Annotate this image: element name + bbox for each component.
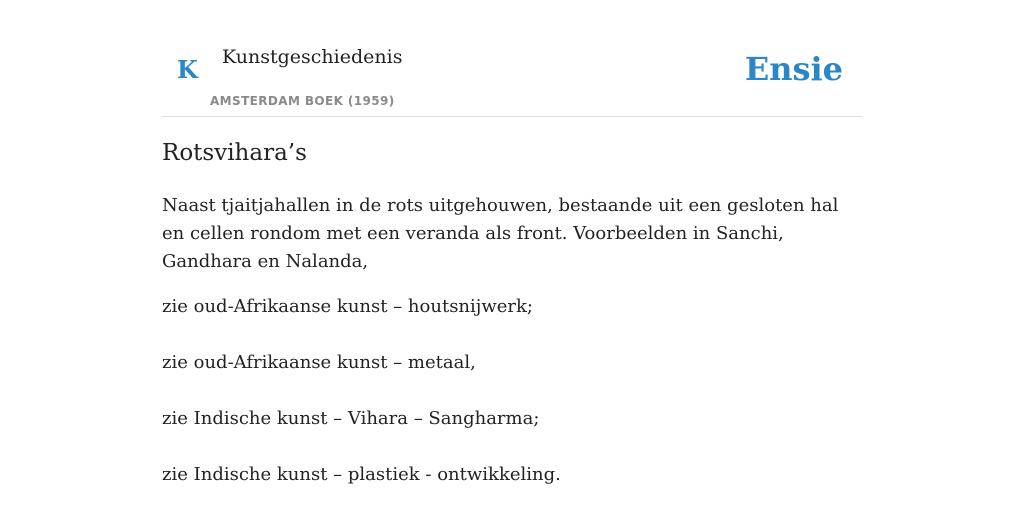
article-title: Rotsvihara’s	[162, 140, 307, 166]
reference-link[interactable]: zie oud-Afrikaanse kunst – houtsnijwerk;	[162, 296, 533, 317]
brand-logo[interactable]: Ensie	[744, 50, 843, 88]
category-link[interactable]: Kunstgeschiedenis	[222, 46, 403, 68]
category-logo-icon[interactable]: K	[177, 55, 198, 84]
page-header	[162, 0, 862, 117]
reference-link[interactable]: zie oud-Afrikaanse kunst – metaal,	[162, 352, 476, 373]
article-body: Naast tjaitjahallen in de rots uitgehouwen, bestaande uit een gesloten hal en cellen rondom met een veranda als front. Voorbeelden in Sanchi, Gandhara en Nalanda,	[162, 195, 839, 272]
reference-link[interactable]: zie Indische kunst – plastiek - ontwikkeling.	[162, 464, 561, 485]
source-label[interactable]: AMSTERDAM BOEK (1959)	[210, 94, 395, 108]
reference-link[interactable]: zie Indische kunst – Vihara – Sangharma;	[162, 408, 540, 429]
page-container	[162, 0, 862, 485]
